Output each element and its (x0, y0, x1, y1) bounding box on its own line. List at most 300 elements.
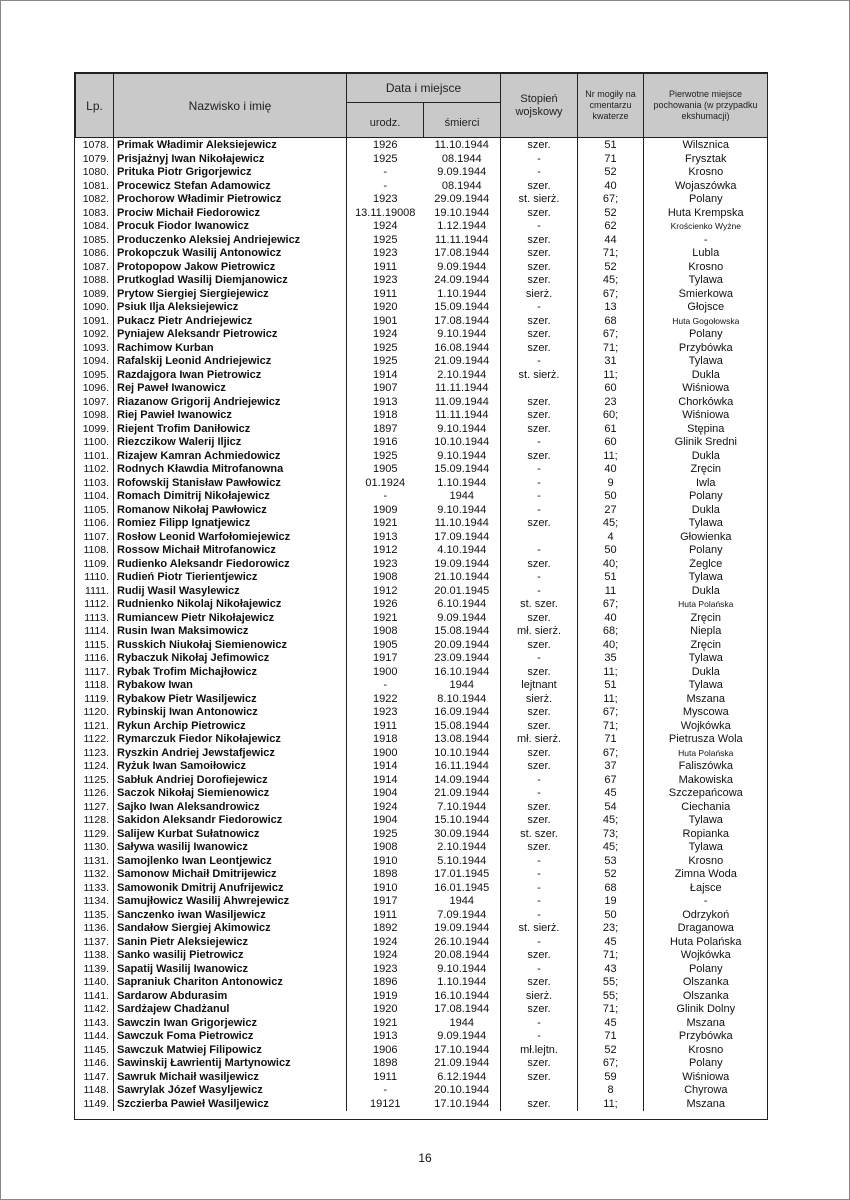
row-lp: 1148. (76, 1084, 114, 1098)
row-birth-date: 1921 (373, 1016, 398, 1029)
row-lp: 1078. (76, 138, 114, 153)
row-death-date: 8.10.1944 (424, 693, 501, 707)
row-name: Rybakow Pietr Wasiljewicz (114, 693, 347, 707)
row-original-burial: Huta Krempska (667, 206, 744, 219)
row-name: Sardarow Abdurasim (114, 990, 347, 1004)
row-death-date: 1.10.1944 (424, 288, 501, 302)
row-lp: 1132. (76, 868, 114, 882)
table-row (76, 814, 768, 828)
row-rank: mł. sierż. (501, 733, 578, 747)
row-lp: 1097. (76, 396, 114, 410)
table-row (76, 585, 768, 599)
row-rank: - (501, 166, 578, 180)
row-birth-date: 1914 (373, 773, 398, 786)
row-name: Protopopow Jakow Pietrowicz (114, 261, 347, 275)
table-row (76, 193, 768, 207)
row-lp: 1101. (76, 450, 114, 464)
row-original-burial: Głowienka (680, 530, 732, 543)
row-birth-date: 1914 (373, 368, 398, 381)
row-birth-date: 1921 (373, 611, 398, 624)
burial-register-table (74, 72, 768, 1120)
row-rank: szer. (501, 207, 578, 221)
row-original-burial: Lubla (692, 247, 720, 260)
table-row (76, 396, 768, 410)
table-row (76, 1084, 768, 1098)
row-original-burial: Polany (688, 490, 723, 503)
row-birth-date: 13.11.19008 (355, 206, 416, 219)
table-row (76, 1071, 768, 1085)
row-birth-date: 19121 (369, 1097, 401, 1110)
row-lp: 1119. (76, 693, 114, 707)
row-original-burial: Wiśniowa (682, 409, 730, 422)
row-original-burial: Olszanka (682, 989, 729, 1002)
row-grave-number: 62 (578, 220, 644, 234)
row-original-burial: Huta Polańska (678, 599, 734, 610)
row-name: Riej Pawieł Iwanowicz (114, 409, 347, 423)
table-row (76, 720, 768, 734)
row-lp: 1125. (76, 774, 114, 788)
table-row (76, 450, 768, 464)
row-name: Rudnienko Nikolaj Nikołajewicz (114, 598, 347, 612)
row-death-date: 30.09.1944 (424, 828, 501, 842)
row-lp: 1149. (76, 1098, 114, 1112)
table-row (76, 1017, 768, 1031)
row-rank: szer. (501, 841, 578, 855)
row-grave-number: 11; (578, 369, 644, 383)
row-grave-number: 4 (578, 531, 644, 545)
row-lp: 1102. (76, 463, 114, 477)
row-birth-date: 1920 (373, 301, 398, 314)
table-row (76, 382, 768, 396)
row-name: Sawczuk Matwiej Filipowicz (114, 1044, 347, 1058)
row-birth-date: 1918 (373, 409, 398, 422)
row-original-burial: Tylawa (688, 355, 723, 368)
header-original-burial: Pierwotne miejsce pochowania (w przypadku ekshumacji) (644, 74, 768, 138)
row-name: Samujłowicz Wasilij Ahwrejewicz (114, 895, 347, 909)
row-rank: - (501, 936, 578, 950)
row-lp: 1104. (76, 490, 114, 504)
row-original-burial: Szczepańcowa (668, 787, 743, 800)
table-row (76, 760, 768, 774)
row-grave-number: 71; (578, 949, 644, 963)
row-rank: szer. (501, 747, 578, 761)
row-rank: - (501, 1030, 578, 1044)
table-row (76, 693, 768, 707)
row-death-date: 16.10.1944 (424, 666, 501, 680)
row-death-date: 9.09.1944 (424, 612, 501, 626)
row-birth-date: 1925 (373, 341, 398, 354)
row-grave-number: 67; (578, 288, 644, 302)
row-grave-number: 44 (578, 234, 644, 248)
row-lp: 1087. (76, 261, 114, 275)
row-rank: - (501, 909, 578, 923)
row-death-date: 11.09.1944 (424, 396, 501, 410)
row-lp: 1106. (76, 517, 114, 531)
row-rank: szer. (501, 639, 578, 653)
row-name: Sawczin Iwan Grigorjewicz (114, 1017, 347, 1031)
row-death-date: 2.10.1944 (424, 841, 501, 855)
row-birth-date: 1924 (373, 949, 398, 962)
row-name: Rusin Iwan Maksimowicz (114, 625, 347, 639)
row-name: Procuk Fiodor Iwanowicz (114, 220, 347, 234)
row-original-burial: Frysztak (684, 152, 727, 165)
table-row (76, 436, 768, 450)
row-name: Rybaczuk Nikołaj Jefimowicz (114, 652, 347, 666)
row-grave-number: 52 (578, 261, 644, 275)
row-death-date: 20.08.1944 (424, 949, 501, 963)
row-name: Sawczuk Foma Pietrowicz (114, 1030, 347, 1044)
row-birth-date: 1910 (373, 854, 398, 867)
table-row (76, 207, 768, 221)
row-birth-date: 1920 (373, 1003, 398, 1016)
row-grave-number: 61 (578, 423, 644, 437)
row-death-date: 6.12.1944 (424, 1071, 501, 1085)
table-row (76, 288, 768, 302)
row-lp: 1100. (76, 436, 114, 450)
row-birth-date: 1904 (373, 787, 398, 800)
row-rank: - (501, 652, 578, 666)
row-lp: 1111. (76, 585, 114, 599)
row-grave-number: 60 (578, 382, 644, 396)
row-lp: 1113. (76, 612, 114, 626)
row-name: Romanow Nikołaj Pawłowicz (114, 504, 347, 518)
row-death-date: 21.09.1944 (424, 787, 501, 801)
row-grave-number: 51 (578, 138, 644, 153)
row-birth-date: 1922 (373, 692, 398, 705)
row-rank: szer. (501, 976, 578, 990)
row-birth-date: 1911 (373, 287, 398, 300)
row-rank: - (501, 774, 578, 788)
row-original-burial: Olszanka (682, 976, 729, 989)
row-name: Sakidon Aleksandr Fiedorowicz (114, 814, 347, 828)
row-name: Sanczenko iwan Wasiljewicz (114, 909, 347, 923)
row-name: Rodnych Kławdia Mitrofanowna (114, 463, 347, 477)
row-original-burial: Mszana (686, 692, 726, 705)
row-original-burial: Draganowa (677, 922, 734, 935)
row-grave-number: 68 (578, 315, 644, 329)
row-grave-number: 71; (578, 1003, 644, 1017)
row-grave-number: 11; (578, 450, 644, 464)
row-rank: szer. (501, 450, 578, 464)
row-birth-date: 1925 (373, 827, 398, 840)
row-lp: 1086. (76, 247, 114, 261)
row-lp: 1108. (76, 544, 114, 558)
row-grave-number: 67 (578, 774, 644, 788)
row-original-burial: Wojkówka (680, 719, 731, 732)
row-birth-date: 1909 (373, 503, 398, 516)
table-row (76, 828, 768, 842)
row-death-date: 17.10.1944 (424, 1044, 501, 1058)
row-death-date: 9.10.1944 (424, 328, 501, 342)
row-grave-number: 67; (578, 193, 644, 207)
table-row (76, 949, 768, 963)
row-original-burial: Przybówka (678, 1030, 733, 1043)
row-original-burial: Polany (688, 193, 723, 206)
table-row (76, 544, 768, 558)
row-lp: 1085. (76, 234, 114, 248)
row-death-date: 9.09.1944 (424, 1030, 501, 1044)
row-grave-number: 73; (578, 828, 644, 842)
row-birth-date: 1907 (373, 382, 398, 395)
row-rank: szer. (501, 666, 578, 680)
row-death-date: 15.08.1944 (424, 720, 501, 734)
row-grave-number: 11 (578, 585, 644, 599)
row-name: Prokopczuk Wasilij Antonowicz (114, 247, 347, 261)
row-rank: szer. (501, 801, 578, 815)
row-grave-number: 11; (578, 1098, 644, 1112)
row-rank: st. sierż. (501, 922, 578, 936)
row-grave-number: 27 (578, 504, 644, 518)
row-original-burial: Tylawa (688, 517, 723, 530)
row-death-date: 7.09.1944 (424, 909, 501, 923)
row-rank: szer. (501, 261, 578, 275)
row-name: Riezczikow Walerij Iljicz (114, 436, 347, 450)
row-death-date: 14.09.1944 (424, 774, 501, 788)
row-death-date: 9.10.1944 (424, 423, 501, 437)
row-rank: - (501, 504, 578, 518)
row-birth-date: 1908 (373, 625, 398, 638)
row-death-date: 17.08.1944 (424, 1003, 501, 1017)
table-row (76, 801, 768, 815)
row-lp: 1130. (76, 841, 114, 855)
table-body (76, 138, 768, 1112)
row-name: Sapraniuk Chariton Antonowicz (114, 976, 347, 990)
row-death-date: 16.10.1944 (424, 990, 501, 1004)
row-death-date: 08.1944 (424, 153, 501, 167)
row-rank: - (501, 895, 578, 909)
row-rank: - (501, 220, 578, 234)
row-death-date: 19.09.1944 (424, 922, 501, 936)
row-name: Pukacz Pietr Andriejewicz (114, 315, 347, 329)
row-rank: szer. (501, 720, 578, 734)
row-lp: 1083. (76, 207, 114, 221)
row-grave-number: 35 (578, 652, 644, 666)
row-grave-number: 67; (578, 747, 644, 761)
row-rank: - (501, 882, 578, 896)
row-lp: 1080. (76, 166, 114, 180)
row-name: Rafalskij Leonid Andriejewicz (114, 355, 347, 369)
header-date-place: Data i miejsce (347, 74, 501, 103)
header-death: śmierci (424, 103, 501, 138)
row-lp: 1084. (76, 220, 114, 234)
row-birth-date: 1896 (373, 976, 398, 989)
row-death-date: 16.11.1944 (424, 760, 501, 774)
row-lp: 1116. (76, 652, 114, 666)
row-grave-number: 52 (578, 868, 644, 882)
row-lp: 1138. (76, 949, 114, 963)
row-original-burial: Glinik Sredni (674, 436, 737, 449)
row-birth-date: 1923 (373, 557, 398, 570)
row-rank: st. sierż. (501, 193, 578, 207)
row-grave-number: 45; (578, 274, 644, 288)
row-lp: 1129. (76, 828, 114, 842)
row-lp: 1091. (76, 315, 114, 329)
row-original-burial: Chyrowa (684, 1084, 728, 1097)
row-death-date: 20.09.1944 (424, 639, 501, 653)
table-row (76, 922, 768, 936)
table-row (76, 706, 768, 720)
row-grave-number: 67; (578, 598, 644, 612)
table-row (76, 909, 768, 923)
table-row (76, 747, 768, 761)
row-lp: 1099. (76, 423, 114, 437)
row-name: Razdajgora Iwan Pietrowicz (114, 369, 347, 383)
row-death-date: 6.10.1944 (424, 598, 501, 612)
row-name: Ryżuk Iwan Samoiłowicz (114, 760, 347, 774)
row-grave-number: 55; (578, 990, 644, 1004)
table-row (76, 409, 768, 423)
row-name: Sapatij Wasilij Iwanowicz (114, 963, 347, 977)
row-death-date: 15.08.1944 (424, 625, 501, 639)
row-lp: 1145. (76, 1044, 114, 1058)
row-death-date: 21.09.1944 (424, 1057, 501, 1071)
row-original-burial: Dukla (691, 665, 720, 678)
row-grave-number: 60 (578, 436, 644, 450)
row-original-burial: Zręcin (690, 463, 722, 476)
row-original-burial: Żeglce (689, 557, 723, 570)
row-rank: szer. (501, 558, 578, 572)
row-death-date: 16.08.1944 (424, 342, 501, 356)
row-name: Saływa wasilij Iwanowicz (114, 841, 347, 855)
row-original-burial: Zręcin (690, 611, 722, 624)
row-death-date: 15.09.1944 (424, 463, 501, 477)
row-original-burial: Tylawa (688, 274, 723, 287)
row-death-date: 17.08.1944 (424, 315, 501, 329)
row-lp: 1140. (76, 976, 114, 990)
row-original-burial: Odrzykoń (682, 908, 730, 921)
row-birth-date: 1900 (373, 746, 398, 759)
row-grave-number: 11; (578, 666, 644, 680)
row-death-date: 2.10.1944 (424, 369, 501, 383)
row-lp: 1093. (76, 342, 114, 356)
row-birth-date: 1912 (373, 584, 398, 597)
table-row (76, 1044, 768, 1058)
table-row (76, 652, 768, 666)
row-rank: mł. sierż. (501, 625, 578, 639)
row-lp: 1079. (76, 153, 114, 167)
row-death-date: 9.09.1944 (424, 166, 501, 180)
row-original-burial: Dukla (691, 503, 720, 516)
page-number: 16 (418, 1151, 432, 1165)
row-birth-date: 1900 (373, 665, 398, 678)
row-birth-date: 1911 (373, 719, 398, 732)
row-rank (501, 1084, 578, 1098)
row-original-burial: Przybówka (678, 341, 733, 354)
row-death-date: 17.09.1944 (424, 531, 501, 545)
row-birth-date: 1925 (373, 449, 398, 462)
row-birth-date: 1908 (373, 841, 398, 854)
row-grave-number: 59 (578, 1071, 644, 1085)
row-death-date: 11.11.1944 (424, 234, 501, 248)
row-lp: 1126. (76, 787, 114, 801)
row-name: Prytow Siergiej Siergiejewicz (114, 288, 347, 302)
row-name: Sanin Pietr Aleksiejewicz (114, 936, 347, 950)
table-row (76, 612, 768, 626)
row-death-date: 19.10.1944 (424, 207, 501, 221)
row-original-burial: Zimna Woda (674, 868, 737, 881)
row-rank: - (501, 463, 578, 477)
row-birth-date: 1918 (373, 733, 398, 746)
row-grave-number: 50 (578, 909, 644, 923)
table-row (76, 598, 768, 612)
row-rank: - (501, 1017, 578, 1031)
row-name: Rosłow Leonid Warfołomiejewicz (114, 531, 347, 545)
table-row (76, 180, 768, 194)
row-lp: 1110. (76, 571, 114, 585)
row-birth-date: 1910 (373, 881, 398, 894)
row-rank: - (501, 544, 578, 558)
row-rank: szer. (501, 1003, 578, 1017)
table-row (76, 666, 768, 680)
row-rank: szer. (501, 949, 578, 963)
row-grave-number: 40 (578, 612, 644, 626)
table-row (76, 328, 768, 342)
row-rank: lejtnant (501, 679, 578, 693)
row-rank: szer. (501, 180, 578, 194)
row-grave-number: 40; (578, 639, 644, 653)
row-rank: mł.lejtn. (501, 1044, 578, 1058)
table-row (76, 220, 768, 234)
row-rank: sierż. (501, 693, 578, 707)
table-row (76, 1057, 768, 1071)
row-original-burial: Tylawa (688, 652, 723, 665)
table-row (76, 882, 768, 896)
table-row (76, 247, 768, 261)
row-original-burial: Wojkówka (680, 949, 731, 962)
row-rank: - (501, 963, 578, 977)
row-rank: szer. (501, 396, 578, 410)
row-grave-number: 60; (578, 409, 644, 423)
row-lp: 1142. (76, 1003, 114, 1017)
row-lp: 1114. (76, 625, 114, 639)
row-original-burial: Dukla (691, 368, 720, 381)
row-grave-number: 45 (578, 936, 644, 950)
table-row (76, 963, 768, 977)
table-row (76, 868, 768, 882)
row-death-date: 1944 (424, 895, 501, 909)
row-rank: szer. (501, 409, 578, 423)
table-row (76, 895, 768, 909)
row-birth-date: 1923 (373, 247, 398, 260)
table-row (76, 504, 768, 518)
row-birth-date: 1926 (373, 598, 398, 611)
table-row (76, 315, 768, 329)
table-row (76, 261, 768, 275)
row-grave-number: 68 (578, 882, 644, 896)
row-grave-number: 45; (578, 841, 644, 855)
row-original-burial: Huta Polańska (669, 935, 742, 948)
row-original-burial: Łajsce (689, 881, 722, 894)
row-name: Salijew Kurbat Sułatnowicz (114, 828, 347, 842)
row-lp: 1120. (76, 706, 114, 720)
row-name: Samonow Michaił Dmitrijewicz (114, 868, 347, 882)
register-table (75, 73, 768, 1111)
row-death-date: 21.10.1944 (424, 571, 501, 585)
row-death-date: 1944 (424, 679, 501, 693)
row-death-date: 4.10.1944 (424, 544, 501, 558)
row-grave-number: 9 (578, 477, 644, 491)
row-birth-date: 1906 (373, 1043, 398, 1056)
row-rank: - (501, 153, 578, 167)
row-lp: 1124. (76, 760, 114, 774)
row-lp: 1143. (76, 1017, 114, 1031)
table-row (76, 138, 768, 153)
row-rank: szer. (501, 274, 578, 288)
row-death-date: 17.01.1945 (424, 868, 501, 882)
table-row (76, 733, 768, 747)
row-name: Rofowskij Stanisław Pawłowicz (114, 477, 347, 491)
row-birth-date: 1923 (373, 962, 398, 975)
